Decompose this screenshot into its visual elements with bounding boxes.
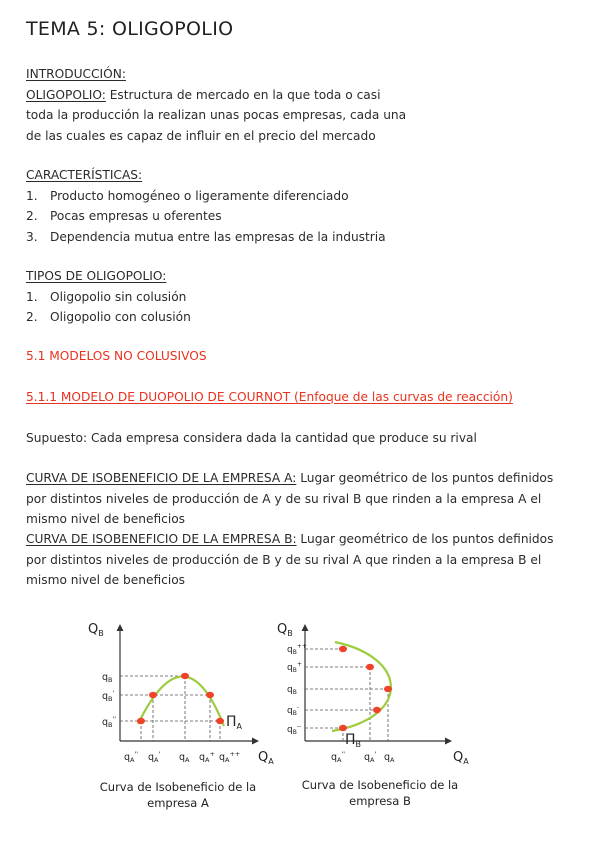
figure-b-x-arrow-icon	[445, 738, 452, 745]
figure-a-x-arrow-icon	[252, 738, 259, 745]
curve-a-term: CURVA DE ISOBENEFICIO DE LA EMPRESA A:	[26, 471, 297, 485]
figure-b-isoprofit-curve	[332, 642, 391, 731]
figure-a-point	[149, 692, 157, 698]
curve-b-term: CURVA DE ISOBENEFICIO DE LA EMPRESA B:	[26, 532, 297, 546]
figure-b-y-tick: $q_B^+$	[287, 661, 302, 674]
figure-b	[277, 622, 469, 766]
isoprofit-figures	[0, 598, 600, 848]
figure-a-point	[216, 718, 224, 724]
section-511-heading: 5.1.1 MODELO DE DUOPOLIO DE COURNOT (Enfoque de las curvas de reacción)	[26, 390, 513, 404]
list-item: 3. Dependencia mutua entre las empresas de la industria	[26, 229, 386, 244]
figure-a-y-arrow-icon	[117, 624, 124, 631]
figure-a-x-tick: $q_A^{++}$	[219, 750, 241, 764]
characteristics-heading: CARACTERÍSTICAS:	[26, 168, 143, 182]
intro-line-1-text: Estructura de mercado en la que toda o casi	[105, 87, 381, 102]
figure-b-y-tick: $q_B^{--}$	[287, 723, 302, 736]
figure-b-x-tick: $q_A''$	[331, 750, 346, 764]
intro-term: OLIGOPOLIO:	[26, 87, 106, 102]
types-section	[26, 266, 191, 328]
list-item: 2. Oligopolio con colusión	[26, 310, 191, 324]
figure-b-y-arrow-icon	[302, 624, 309, 631]
figure-b-y-tick: $q_B^{++}$	[287, 643, 307, 656]
intro-line-3: de las cuales es capaz de influir en el precio del mercado	[26, 128, 376, 143]
curve-a-definition: CURVA DE ISOBENEFICIO DE LA EMPRESA A: Lugar geométrico de los puntos definidos por distintos niveles de producción de A y de su rival B que rinden a la empresa A el mismo nivel de beneficios	[26, 471, 554, 526]
figure-a-y-tick: $q_B'$	[102, 689, 115, 703]
curve-b-definition: CURVA DE ISOBENEFICIO DE LA EMPRESA B: Lugar geométrico de los puntos definidos por distintos niveles de producción de B y de su rival A que rinden a la empresa B el mismo nivel de beneficios	[26, 532, 554, 587]
figure-b-y-axis-label: $Q_B$	[277, 622, 293, 638]
page-title: TEMA 5: OLIGOPOLIO	[26, 18, 234, 40]
figure-b-caption: Curva de Isobeneficio de la empresa B	[301, 778, 459, 808]
figure-b-y-tick: $q_B$	[287, 685, 297, 696]
figure-b-point	[366, 664, 374, 670]
figure-b-point	[339, 725, 347, 731]
figure-a	[88, 622, 274, 766]
figure-a-x-axis-label: $Q_A$	[258, 750, 274, 766]
figure-a-curve-label: $\Pi_A$	[226, 714, 243, 731]
figure-a-x-tick: $q_A$	[179, 752, 190, 764]
figure-b-y-tick: $q_B^-$	[287, 704, 300, 717]
figure-a-isoprofit-curve	[138, 676, 224, 726]
figure-a-x-tick: $q_A^+$	[199, 750, 215, 764]
figure-b-point	[373, 707, 381, 713]
figure-b-x-tick: $q_A$	[384, 752, 395, 764]
figure-a-x-tick: $q_A'$	[148, 750, 161, 764]
types-heading: TIPOS DE OLIGOPOLIO:	[26, 269, 167, 283]
figure-a-y-axis-label: $Q_B$	[88, 622, 104, 638]
intro-line-1	[26, 85, 406, 106]
figure-a-caption: Curva de Isobeneficio de la empresa A	[99, 780, 257, 810]
figure-a-y-tick: $q_B$	[102, 672, 113, 684]
figure-a-x-tick: $q_A''$	[124, 750, 139, 764]
list-item: 1. Producto homogéneo o ligeramente diferenciado	[26, 188, 349, 203]
figure-b-x-tick: $q_A'$	[364, 750, 377, 764]
characteristics-list	[26, 186, 386, 248]
intro-line-2: toda la producción la realizan unas pocas empresas, cada una	[26, 108, 407, 122]
figure-a-guides	[120, 676, 220, 741]
figure-a-y-tick: $q_B''$	[102, 715, 117, 729]
figure-a-point	[137, 718, 145, 724]
figure-b-point	[339, 646, 347, 652]
intro-heading: INTRODUCCIÓN:	[26, 67, 126, 81]
intro-section	[26, 64, 406, 146]
figure-b-curve-label: $\Pi_B$	[345, 732, 362, 749]
list-item: 1. Oligopolio sin colusión	[26, 289, 187, 304]
figure-b-x-axis-label: $Q_A$	[453, 750, 469, 766]
types-list	[26, 287, 191, 328]
section-51-heading: 5.1 MODELOS NO COLUSIVOS	[26, 349, 207, 363]
list-item: 2. Pocas empresas u oferentes	[26, 209, 222, 223]
figure-a-point	[206, 692, 214, 698]
characteristics-section	[26, 165, 386, 247]
assumption-text: Supuesto: Cada empresa considera dada la cantidad que produce su rival	[26, 431, 477, 445]
figure-a-point	[181, 673, 189, 679]
figure-b-point	[384, 686, 392, 692]
